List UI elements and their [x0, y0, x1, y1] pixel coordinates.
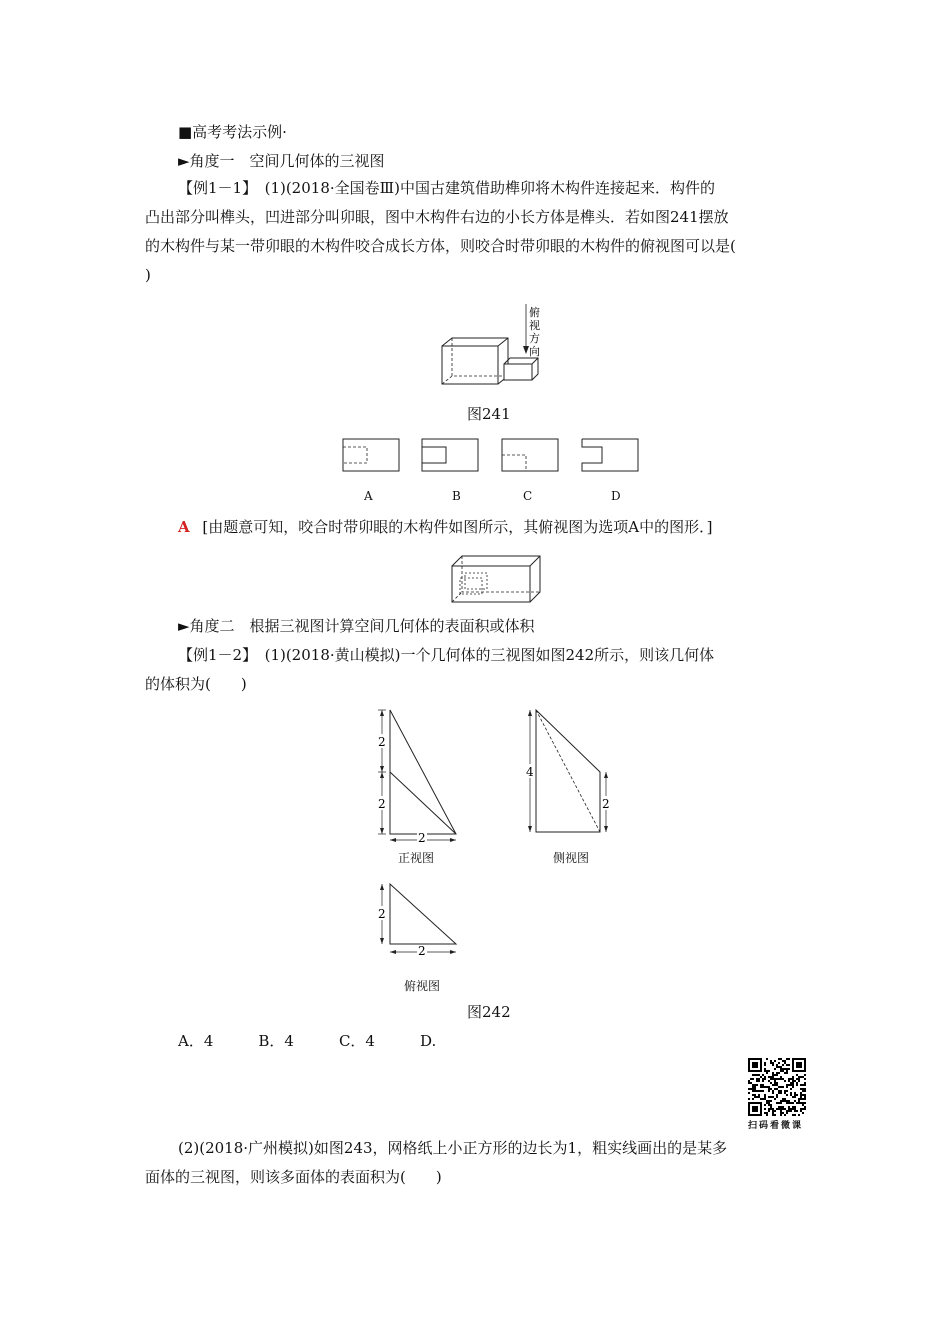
top-view-label: 俯视图 — [404, 979, 441, 993]
qr-code-icon[interactable] — [748, 1058, 806, 1116]
example-1-1-line-2: 凸出部分叫榫头，凹进部分叫卯眼，图中木构件右边的小长方体是榫头．若如图241摆放 — [145, 208, 729, 226]
section-heading: ■高考考法示例· — [178, 123, 287, 141]
option-d-label: D — [611, 489, 621, 503]
figure-241-diagram — [436, 300, 556, 390]
angle-one-heading: ►角度一 空间几何体的三视图 — [178, 152, 385, 170]
qr-caption: 扫码看微课 — [748, 1121, 804, 1131]
example-2-line-2: 面体的三视图，则该多面体的表面积为( ) — [145, 1168, 442, 1186]
example-1-2-line-2: 的体积为( ) — [145, 675, 247, 693]
example-1-2-line-1: 【例1－2】 (1)(2018·黄山模拟)一个几何体的三视图如图242所示，则该几何体 — [178, 646, 715, 664]
side-right-dim: 2 — [602, 797, 610, 811]
side-view-diagram — [522, 706, 614, 836]
top-height-dim: 2 — [378, 907, 386, 921]
option-b-label: B — [452, 489, 461, 503]
top-view-diagram — [372, 880, 464, 956]
answer-line — [178, 517, 712, 537]
view-direction-char-1: 俯 — [529, 306, 540, 319]
view-direction-char-4: 向 — [529, 345, 540, 358]
example-1-1-line-3: 的木构件与某一带卯眼的木构件咬合成长方体，则咬合时带卯眼的木构件的俯视图可以是( — [145, 237, 736, 255]
view-direction-char-2: 视 — [529, 319, 540, 332]
figure-242-caption: 图242 — [467, 1003, 511, 1021]
front-view-label: 正视图 — [398, 851, 435, 865]
answer-explanation: [由题意可知，咬合时带卯眼的木构件如图所示，其俯视图为选项A中的图形．] — [202, 518, 713, 536]
example-1-2-choices: A．4 B．4 C．4 D. — [178, 1032, 437, 1050]
front-view-diagram — [372, 706, 464, 842]
front-upper-dim: 2 — [378, 735, 386, 749]
front-lower-dim: 2 — [378, 797, 386, 811]
side-view-label: 侧视图 — [553, 851, 590, 865]
figure-241-options — [340, 436, 642, 476]
option-a-label: A — [364, 489, 373, 503]
angle-two-heading: ►角度二 根据三视图计算空间几何体的表面积或体积 — [178, 617, 535, 635]
example-2-line-1: (2)(2018·广州模拟)如图243，网格纸上小正方形的边长为1，粗实线画出的是某多 — [178, 1139, 728, 1157]
figure-241-caption: 图241 — [467, 405, 511, 423]
front-base-dim: 2 — [418, 831, 426, 842]
option-c-label: C — [523, 489, 533, 503]
example-1-1-line-1: 【例1－1】 (1)(2018·全国卷Ⅲ)中国古建筑借助榫卯将木构件连接起来．构件的 — [178, 179, 715, 197]
top-base-dim: 2 — [418, 944, 426, 956]
example-1-1-line-4: ) — [145, 266, 151, 284]
answer-diagram — [448, 550, 548, 606]
side-height-dim: 4 — [526, 765, 534, 779]
view-direction-char-3: 方 — [529, 332, 540, 345]
answer-letter: A — [178, 518, 190, 536]
